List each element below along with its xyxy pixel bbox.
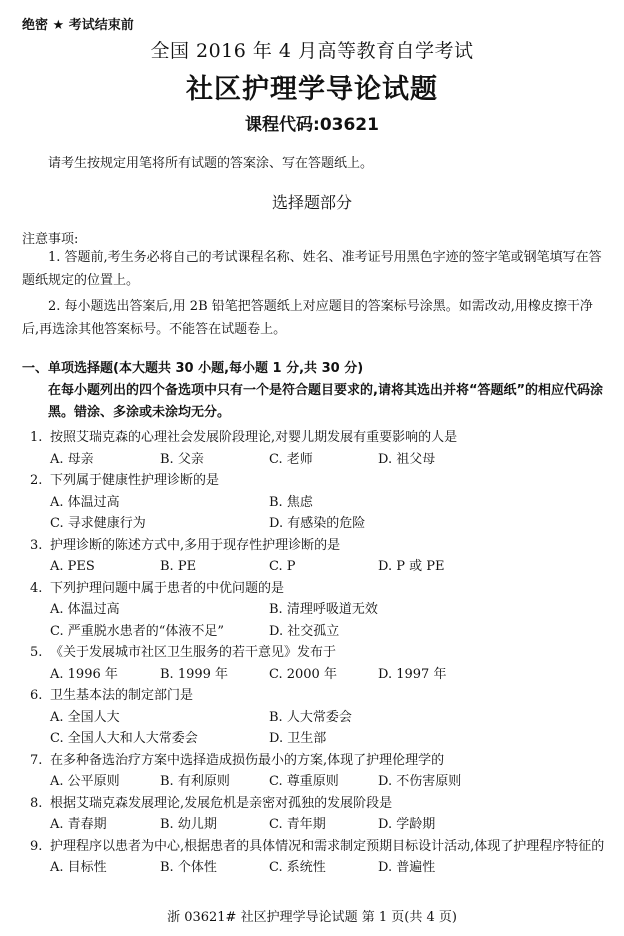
question-number: 7. (30, 752, 43, 768)
answer-option: D. 有感染的危险 (269, 516, 366, 531)
part-instruction: 在每小题列出的四个备选项中只有一个是符合题目要求的,请将其选出并将“答题纸”的相应代码涂黑。错涂、多涂或未涂均无分。 (48, 383, 604, 420)
answer-option: C. 严重脱水患者的“体液不足” (50, 623, 225, 639)
answer-option: D. 卫生部 (269, 731, 327, 746)
question-stem (30, 642, 610, 664)
answer-option: B. 有利原则 (160, 774, 230, 789)
question-number: 3. (30, 537, 43, 553)
question-stem (30, 427, 610, 449)
option-row (30, 814, 610, 836)
question-text: 在多种备选治疗方案中选择造成损伤最小的方案,体现了护理伦理学的 (50, 752, 445, 768)
question-stem (30, 535, 610, 557)
question-item (30, 578, 610, 643)
answer-option: D. 学龄期 (378, 817, 436, 832)
answer-option: C. 全国人大和人大常委会 (50, 731, 198, 746)
option-row (30, 857, 610, 879)
question-number: 5. (30, 645, 43, 660)
question-item (30, 750, 610, 793)
notes-label: 注意事项: (22, 232, 79, 247)
question-stem (30, 750, 610, 772)
question-item (30, 793, 610, 836)
answer-option: A. 体温过高 (50, 602, 120, 617)
question-number: 1. (30, 430, 43, 445)
answer-option: B. 个体性 (160, 860, 217, 875)
answer-option: A. 1996 年 (50, 666, 118, 682)
answer-option: C. 青年期 (269, 817, 326, 832)
option-row (30, 771, 610, 793)
answer-option: A. 全国人大 (50, 709, 120, 725)
answer-option: C. P (269, 559, 296, 574)
answer-option: D. P 或 PE (378, 559, 445, 574)
answer-option: B. 父亲 (160, 451, 204, 467)
answer-option: B. 清理呼吸道无效 (269, 602, 378, 617)
option-row (30, 556, 610, 578)
answer-option: D. 普遍性 (378, 860, 436, 875)
course-code: 课程代码:03621 (245, 115, 379, 135)
question-list (30, 427, 610, 879)
option-row (30, 599, 610, 642)
option-row (30, 492, 610, 535)
question-stem (30, 793, 610, 815)
answer-option: D. 1997 年 (378, 666, 447, 682)
question-number: 9. (30, 838, 43, 854)
answer-option: A. 青春期 (50, 817, 107, 832)
answer-option: A. PES (50, 559, 95, 574)
answer-option: A. 目标性 (50, 860, 107, 875)
option-row (30, 449, 610, 471)
option-row (30, 664, 610, 686)
question-text: 下列护理问题中属于患者的中优问题的是 (50, 580, 285, 596)
answer-option: B. 人大常委会 (269, 709, 352, 725)
question-text: 《关于发展城市社区卫生服务的若干意见》发布于 (50, 645, 337, 660)
answer-option: A. 公平原则 (50, 774, 120, 789)
answer-option: D. 不伤害原则 (378, 774, 462, 789)
question-text: 卫生基本法的制定部门是 (50, 688, 194, 703)
section-heading: 选择题部分 (271, 193, 352, 212)
answer-option: B. 幼儿期 (160, 817, 217, 832)
answer-option: C. 老师 (269, 451, 313, 467)
answer-option: A. 母亲 (50, 451, 94, 467)
secret-mark: 绝密 ★ 考试结束前 (22, 18, 134, 33)
question-item (30, 535, 610, 578)
question-stem (30, 685, 610, 707)
question-number: 6. (30, 688, 43, 703)
part-heading: 一、单项选择题(本大题共 30 小题,每小题 1 分,共 30 分) (22, 361, 364, 376)
note-item: 1. 答题前,考生务必将自己的考试课程名称、姓名、准考证号用黑色字迹的签字笔或钢笔填写在答题纸规定的位置上。 (22, 250, 602, 288)
answer-notice: 请考生按规定用笔将所有试题的答案涂、写在答题纸上。 (48, 156, 374, 171)
question-item (30, 470, 610, 535)
answer-option: C. 尊重原则 (269, 774, 339, 789)
answer-option: C. 2000 年 (269, 666, 337, 682)
answer-option: B. PE (160, 559, 197, 574)
answer-option: D. 祖父母 (378, 451, 436, 467)
page-title: 社区护理学导论试题 (186, 74, 438, 105)
question-text: 护理诊断的陈述方式中,多用于现存性护理诊断的是 (50, 537, 341, 553)
question-text: 下列属于健康性护理诊断的是 (50, 473, 220, 488)
question-text: 按照艾瑞克森的心理社会发展阶段理论,对婴儿期发展有重要影响的人是 (50, 430, 458, 445)
question-text: 根据艾瑞克森发展理论,发展危机是亲密对孤独的发展阶段是 (50, 795, 393, 811)
question-item (30, 642, 610, 685)
option-row (30, 707, 610, 750)
note-item: 2. 每小题选出答案后,用 2B 铅笔把答题纸上对应题目的答案标号涂黑。如需改动,用橡皮擦干净后,再选涂其他答案标号。不能答在试题卷上。 (22, 299, 593, 337)
question-text: 护理程序以患者为中心,根据患者的具体情况和需求制定预期目标设计活动,体现了护理程序特征的 (50, 838, 605, 854)
answer-option: D. 社交孤立 (269, 623, 340, 639)
question-number: 2. (30, 473, 43, 488)
answer-option: A. 体温过高 (50, 494, 120, 510)
question-stem (30, 578, 610, 600)
exam-name: 全国 2016 年 4 月高等教育自学考试 (150, 40, 474, 62)
question-item (30, 427, 610, 470)
question-stem (30, 836, 610, 858)
question-number: 8. (30, 795, 43, 811)
question-number: 4. (30, 580, 43, 596)
question-item (30, 685, 610, 750)
answer-option: B. 焦虑 (269, 494, 313, 510)
answer-option: C. 寻求健康行为 (50, 516, 146, 531)
answer-option: B. 1999 年 (160, 666, 229, 682)
question-item (30, 836, 610, 879)
answer-option: C. 系统性 (269, 860, 326, 875)
question-stem (30, 470, 610, 492)
page-footer: 浙 03621# 社区护理学导论试题 第 1 页(共 4 页) (167, 910, 457, 925)
